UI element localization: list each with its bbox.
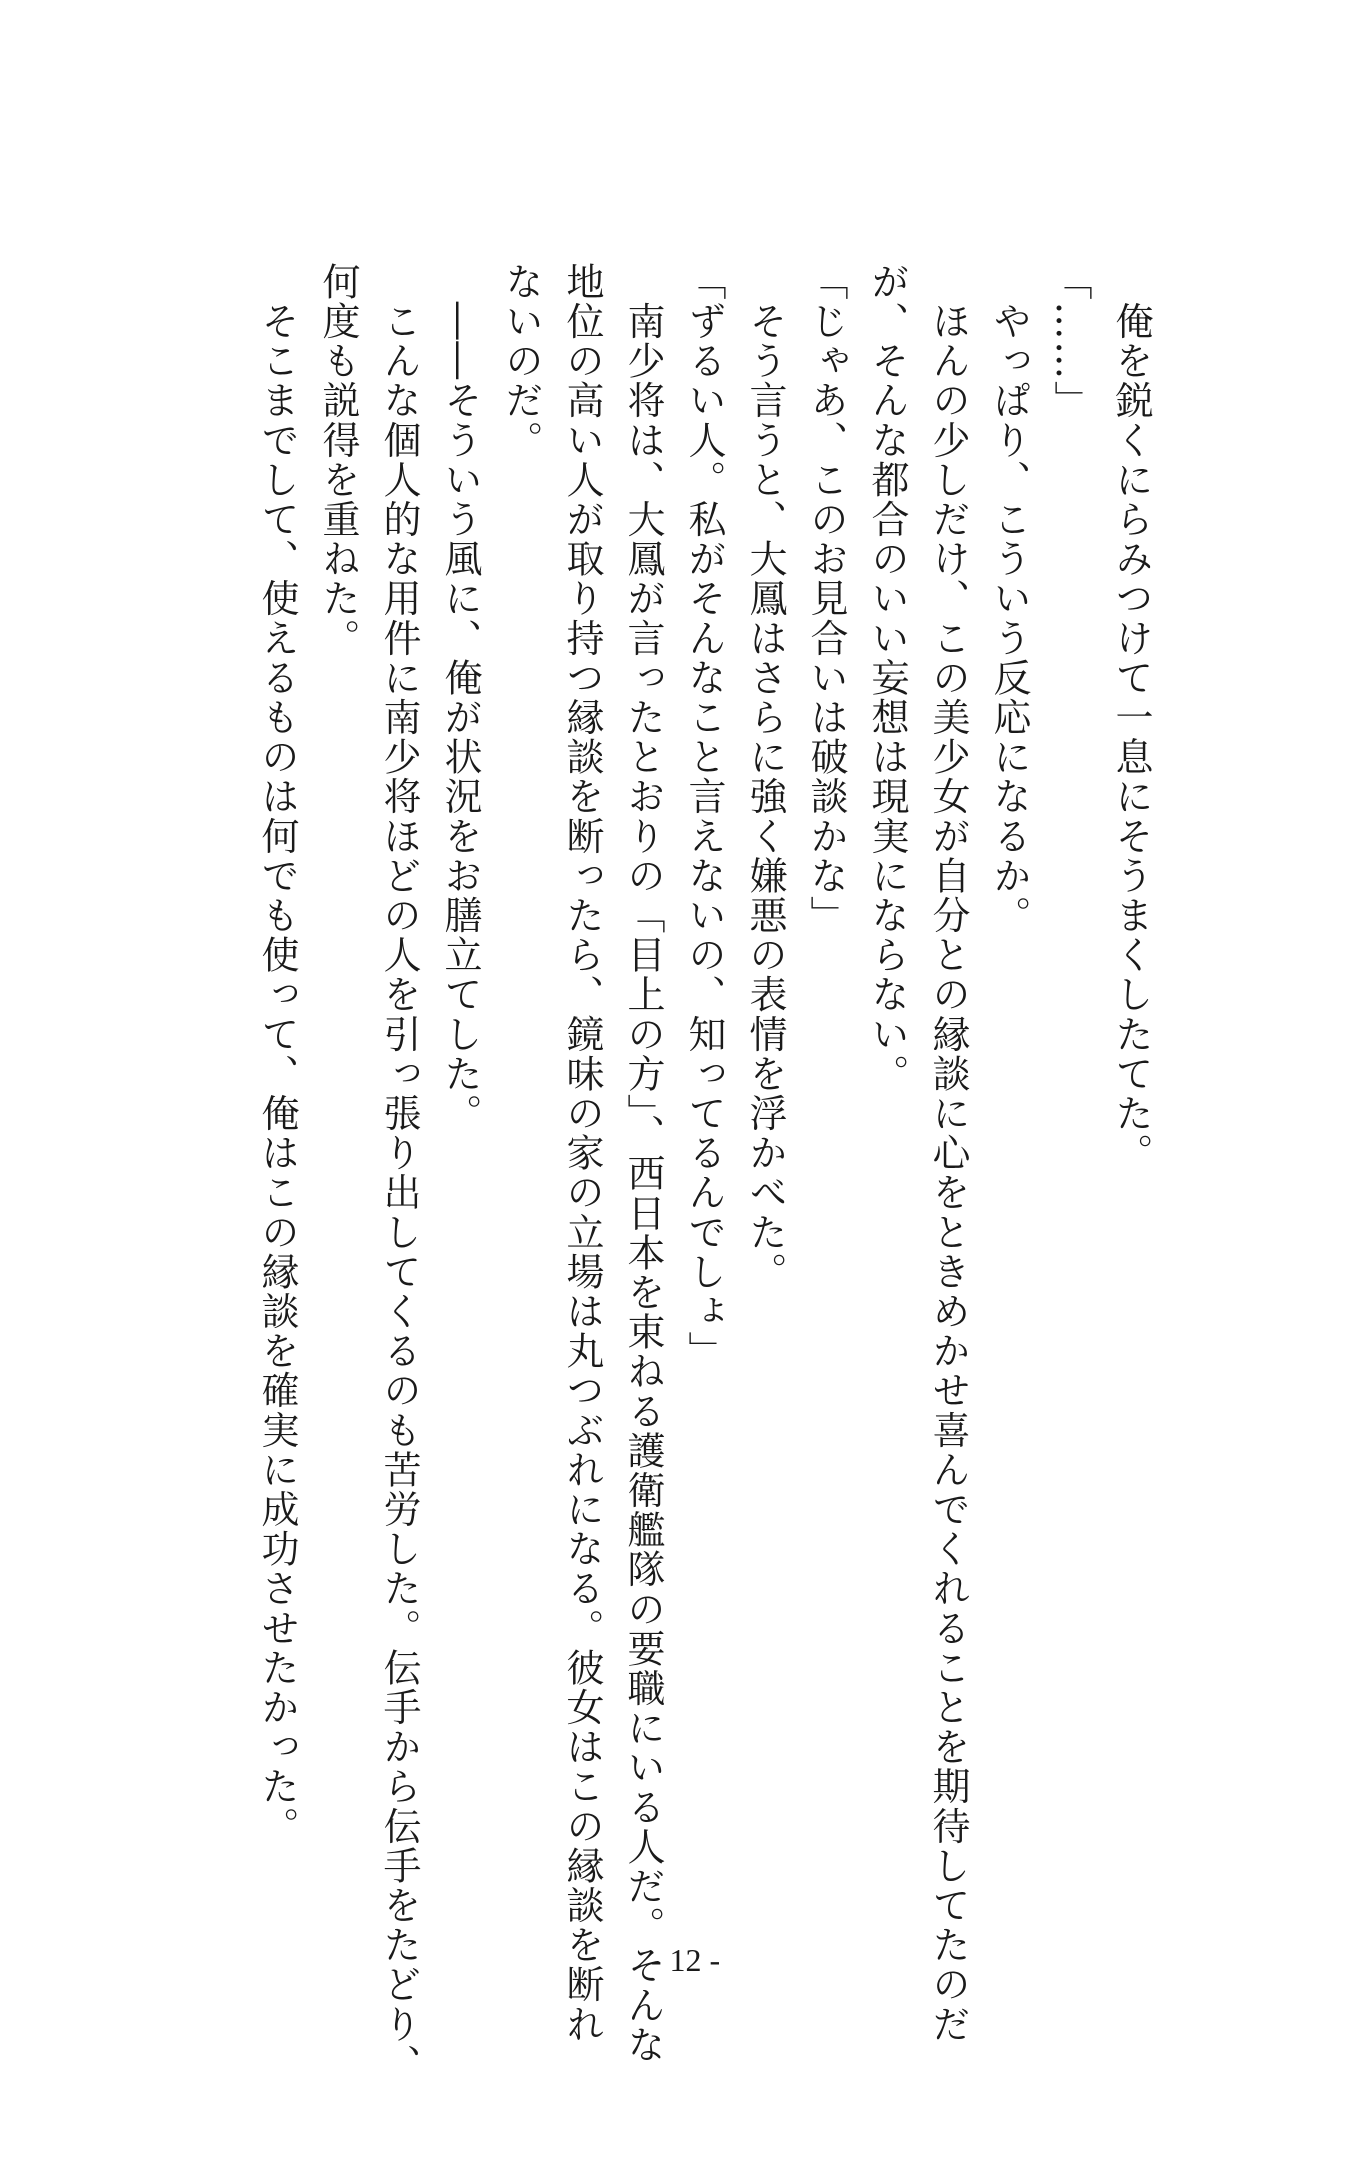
text-line: が、そんな都合のいい妄想は現実にならない。: [865, 262, 909, 1094]
page-number: - 12 -: [650, 1942, 721, 1978]
text-line: ――そういう風に、俺が状況をお膳立てした。: [438, 262, 482, 1134]
text-line: 地位の高い人が取り持つ縁談を断ったら、鏡味の家の立場は丸つぶれになる。彼女はこの縁談を断れ: [560, 262, 604, 2044]
text-line: ほんの少しだけ、この美少女が自分との縁談に心をときめかせ喜んでくれることを期待してたのだ: [926, 262, 970, 2044]
text-line: 「ずるい人。私がそんなこと言えないの、知ってるんでしょ」: [682, 262, 726, 1371]
text-line: そう言うと、大鳳はさらに強く嫌悪の表情を浮かべた。: [743, 262, 787, 1292]
text-line: 南少将は、大鳳が言ったとおりの「目上の方」、西日本を束ねる護衛艦隊の要職にいる人だ。そんな: [621, 262, 665, 2065]
text-line: そこまでして、使えるものは何でも使って、俺はこの縁談を確実に成功させたかった。: [255, 262, 299, 1846]
text-line: 俺を鋭くにらみつけて一息にそうまくしたてた。: [1109, 262, 1153, 1173]
text-line: 「……」: [1048, 262, 1092, 421]
text-line: こんな個人的な用件に南少将ほどの人を引っ張り出してくるのも苦労した。伝手から伝手をたどり、: [377, 262, 421, 2084]
text-line: やっぱり、こういう反応になるか。: [987, 262, 1031, 936]
text-line: 何度も説得を重ねた。: [316, 262, 360, 658]
text-line: ないのだ。: [499, 262, 543, 460]
text-line: 「じゃあ、このお見合いは破談かな」: [804, 262, 848, 936]
